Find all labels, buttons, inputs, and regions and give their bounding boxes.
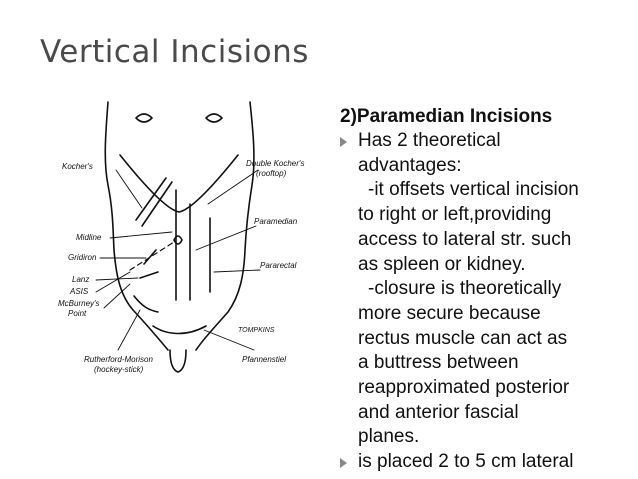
bullet-item (338, 450, 638, 475)
slide-title: Vertical Incisions (40, 34, 309, 70)
label-asis: ASIS (70, 287, 89, 296)
label-pararectal: Pararectal (260, 261, 297, 270)
pfannenstiel-incision (153, 326, 206, 334)
torso-left-outline (105, 102, 168, 350)
label-point: Point (68, 309, 87, 318)
bullet-line: more secure because (358, 302, 541, 324)
label-gridiron: Gridiron (68, 253, 97, 262)
label-kochers: Kocher's (62, 162, 93, 171)
torso-right-outline (196, 102, 254, 350)
label-lanz: Lanz (72, 275, 90, 284)
triangle-bullet-icon (340, 458, 347, 468)
genitalia (170, 350, 186, 372)
bullet-line: to right or left,providing (358, 204, 552, 226)
rutherford-incision (134, 296, 158, 312)
label-midline: Midline (76, 233, 102, 242)
label-rooftop: (rooftop) (256, 169, 287, 178)
bullet-line: rectus muscle can act as (358, 327, 568, 349)
label-mcburneys: McBurney's (58, 299, 100, 308)
bullet-line: planes. (358, 426, 420, 448)
triangle-bullet-icon (340, 137, 347, 147)
bullet-line: as spleen or kidney. (358, 253, 526, 275)
mcburney-line (130, 242, 174, 270)
section-heading: 2)Paramedian Incisions (340, 106, 553, 127)
label-double-kochers: Double Kocher's (246, 159, 305, 168)
bullet-line: access to lateral str. such (358, 228, 572, 250)
label-pfannenstiel: Pfannenstiel (242, 355, 287, 364)
gridiron-incision (144, 250, 156, 264)
label-hockey: (hockey-stick) (94, 365, 144, 374)
slide-content (338, 104, 638, 475)
left-nipple (136, 114, 152, 122)
label-signature: TOMPKINS (238, 327, 275, 334)
bullet-item (338, 129, 638, 450)
label-paramedian: Paramedian (254, 217, 298, 226)
bullet-line: -it offsets vertical incision (368, 179, 579, 201)
incision-diagram (58, 100, 320, 390)
bullet-line: is placed 2 to 5 cm lateral (358, 451, 574, 473)
bullet-line: advantages: (358, 154, 462, 176)
bullet-line: a buttress between (358, 352, 519, 374)
label-rutherford: Rutherford-Morison (84, 355, 153, 364)
bullet-line: reapproximated posterior (358, 377, 570, 399)
lanz-incision (140, 272, 158, 278)
incision-diagram-svg (58, 100, 320, 390)
costal-margin (120, 155, 238, 212)
bullet-line: Has 2 theoretical (358, 130, 501, 151)
right-nipple (206, 114, 222, 122)
bullet-line: and anterior fascial (358, 401, 519, 423)
bullet-line: -closure is theoretically (368, 278, 562, 300)
